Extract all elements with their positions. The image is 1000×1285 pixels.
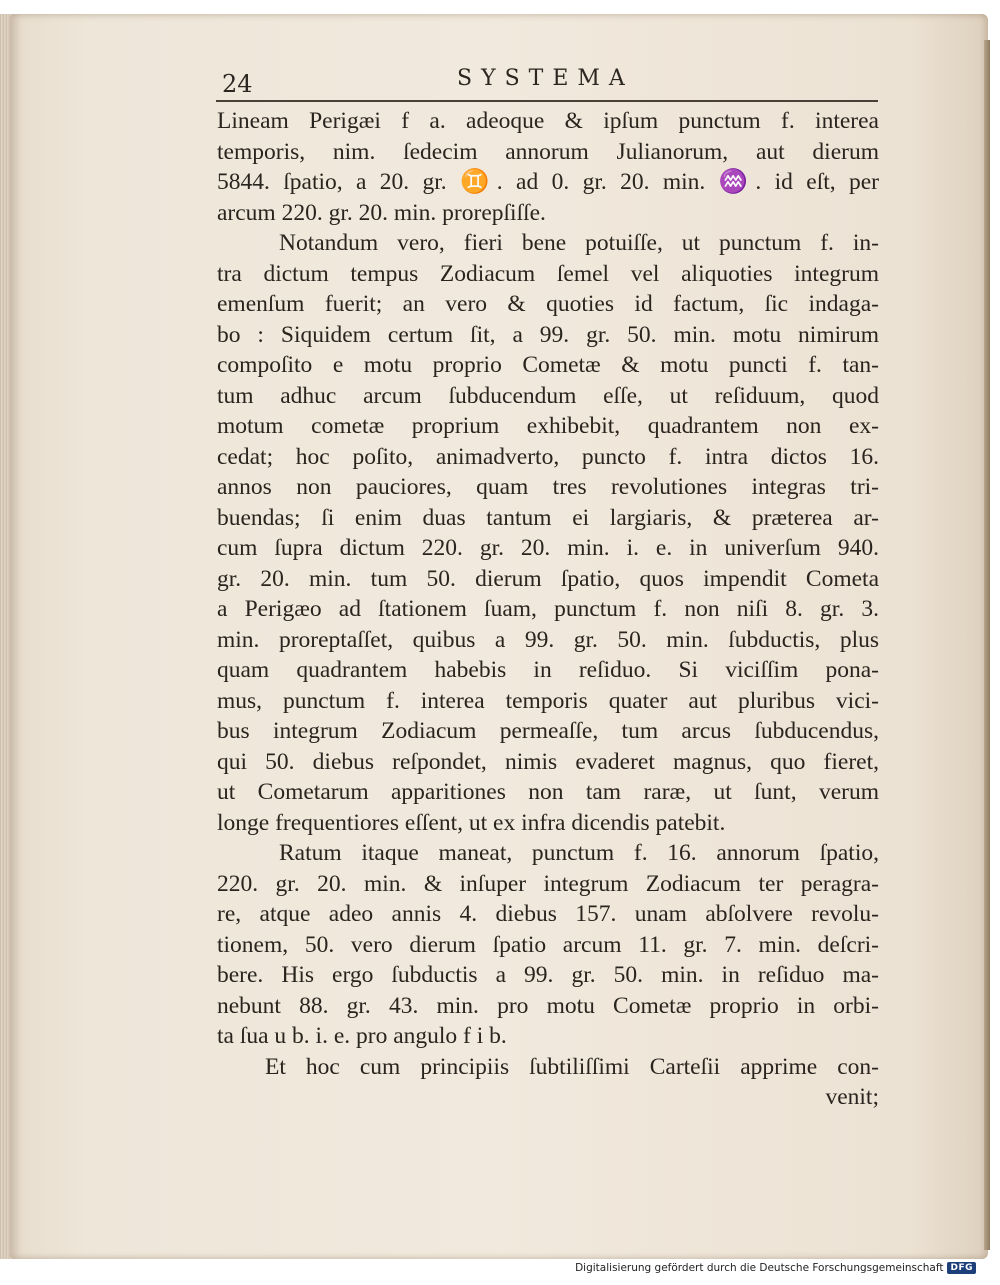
text-line: gr. 20. min. tum 50. dierum ſpatio, quos impendit Cometa — [217, 565, 879, 592]
text-line: tum adhuc arcum ſubducendum eſſe, ut reſiduum, quod — [217, 382, 879, 409]
text-line: mus, punctum f. interea temporis quater aut pluribus vici- — [217, 687, 879, 714]
text-line: Et hoc cum principiis ſubtiliſſimi Carteſii apprime con- — [265, 1053, 879, 1080]
text-line: emenſum fuerit; an vero & quoties id factum, ſic indaga- — [217, 291, 879, 317]
text-line: 220. gr. 20. min. & inſuper integrum Zodiacum ter peragra- — [217, 870, 879, 897]
text-line: nebunt 88. gr. 43. min. pro motu Cometæ proprio in orbi- — [217, 992, 879, 1019]
digitization-credit — [575, 1262, 976, 1274]
text-line: longe frequentiores eſſent, ut ex infra dicendis patebit. — [217, 809, 726, 836]
text-line: Notandum vero, fieri bene potuiſſe, ut punctum f. in- — [279, 230, 879, 256]
body-text — [217, 106, 879, 1113]
catchword-line: venit; — [825, 1084, 879, 1110]
page-header — [222, 62, 874, 100]
text-line: tra dictum tempus Zodiacum ſemel vel aliquoties integrum — [217, 260, 879, 287]
text-line: cedat; hoc poſito, animadverto, puncto f. intra dictos 16. — [217, 443, 879, 470]
text-line: ta ſua u b. i. e. pro angulo f i b. — [217, 1023, 507, 1049]
text-line: quam quadrantem habebis in reſiduo. Si viciſſim pona- — [217, 657, 879, 683]
text-line: re, atque adeo annis 4. diebus 157. unam abſolvere revolu- — [217, 901, 879, 927]
text-line: arcum 220. gr. 20. min. prorepſiſſe. — [217, 199, 546, 226]
text-line: compoſito e motu proprio Cometæ & motu puncti f. tan- — [217, 352, 879, 378]
text-line: min. proreptaſſet, quibus a 99. gr. 50. min. ſubductis, plus — [217, 626, 879, 653]
header-rule — [216, 100, 878, 102]
text-line: bo : Siquidem certum ſit, a 99. gr. 50. min. motu nimirum — [217, 321, 879, 348]
text-line: Ratum itaque maneat, punctum f. 16. annorum ſpatio, — [279, 840, 879, 866]
dfg-logo: DFG — [947, 1262, 976, 1274]
credit-text: Digitalisierung gefördert durch die Deutsche Forschungsgemeinschaft — [575, 1262, 944, 1274]
text-line: ut Cometarum apparitiones non tam raræ, ut ſunt, verum — [217, 779, 879, 805]
text-line: tionem, 50. vero dierum ſpatio arcum 11. gr. 7. min. deſcri- — [217, 931, 879, 958]
text-line: buendas; ſi enim duas tantum ei largiaris, & præterea ar- — [217, 504, 879, 531]
text-line: bere. His ergo ſubductis a 99. gr. 50. min. in reſiduo ma- — [217, 962, 879, 988]
text-line: 5844. ſpatio, a 20. gr. ♊. ad 0. gr. 20. min. ♒. id eſt, per — [217, 169, 879, 195]
text-line: bus integrum Zodiacum permeaſſe, tum arcus ſubducendus, — [217, 718, 879, 744]
text-line: cum ſupra dictum 220. gr. 20. min. i. e. in univerſum 940. — [217, 535, 879, 561]
text-line: qui 50. diebus reſpondet, nimis evaderet magnus, quo fieret, — [217, 748, 879, 775]
running-title: SYSTEMA — [457, 66, 634, 91]
text-line: Lineam Perigæi f a. adeoque & ipſum punctum f. interea — [217, 108, 879, 134]
page-number: 24 — [222, 70, 253, 98]
text-line: annos non pauciores, quam tres revolutiones integras tri- — [217, 474, 879, 500]
page-gutter-shadow — [984, 40, 990, 1250]
text-line: temporis, nim. ſedecim annorum Julianorum, aut dierum — [217, 138, 879, 165]
text-line: motum cometæ proprium exhibebit, quadrantem non ex- — [217, 413, 879, 439]
text-line: a Perigæo ad ſtationem ſuam, punctum f. non niſi 8. gr. 3. — [217, 596, 879, 622]
